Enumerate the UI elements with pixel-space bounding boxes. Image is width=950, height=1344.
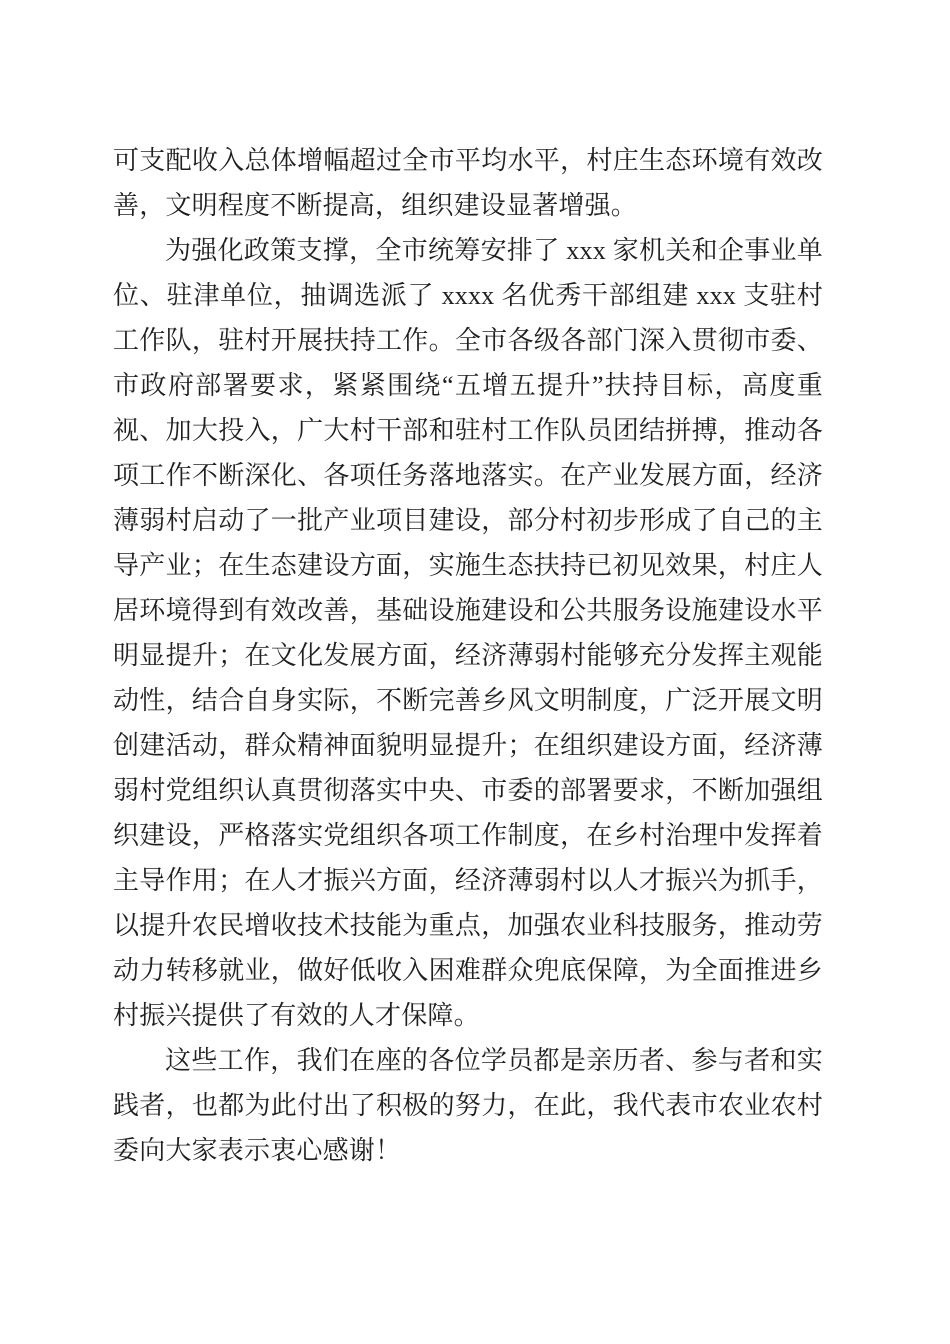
paragraph: 这些工作，我们在座的各位学员都是亲历者、参与者和实践者，也都为此付出了积极的努力，在此，我代表市农业农村委向大家表示衷心感谢！: [113, 1046, 823, 1165]
document-text: [113, 138, 823, 1173]
paragraph: 可支配收入总体增幅超过全市平均水平，村庄生态环境有效改善，文明程度不断提高，组织建设显著增强。: [113, 146, 823, 220]
paragraph: 为强化政策支撑，全市统筹安排了 xxx 家机关和企事业单位、驻津单位，抽调选派了 xxxx 名优秀干部组建 xxx 支驻村工作队，驻村开展扶持工作。全市各级各部门深入贯彻市委、市政府部署要求，紧紧围绕“五增五提升”扶持目标，高度重视、加大投入，广大村干部和驻村工作队员团结拼搏，推动各项工作不断深化、各项任务落地落实。在产业发展方面，经济薄弱村启动了一批产业项目建设，部分村初步形成了自己的主导产业；在生态建设方面，实施生态扶持已初见效果，村庄人居环境得到有效改善，基础设施建设和公共服务设施建设水平明显提升；在文化发展方面，经济薄弱村能够充分发挥主观能动性，结合自身实际，不断完善乡风文明制度，广泛开展文明创建活动，群众精神面貌明显提升；在组织建设方面，经济薄弱村党组织认真贯彻落实中央、市委的部署要求，不断加强组织建设，严格落实党组织各项工作制度，在乡村治理中发挥着主导作用；在人才振兴方面，经济薄弱村以人才振兴为抓手，以提升农民增收技术技能为重点，加强农业科技服务，推动劳动力转移就业，做好低收入困难群众兜底保障，为全面推进乡村振兴提供了有效的人才保障。: [113, 236, 823, 1030]
